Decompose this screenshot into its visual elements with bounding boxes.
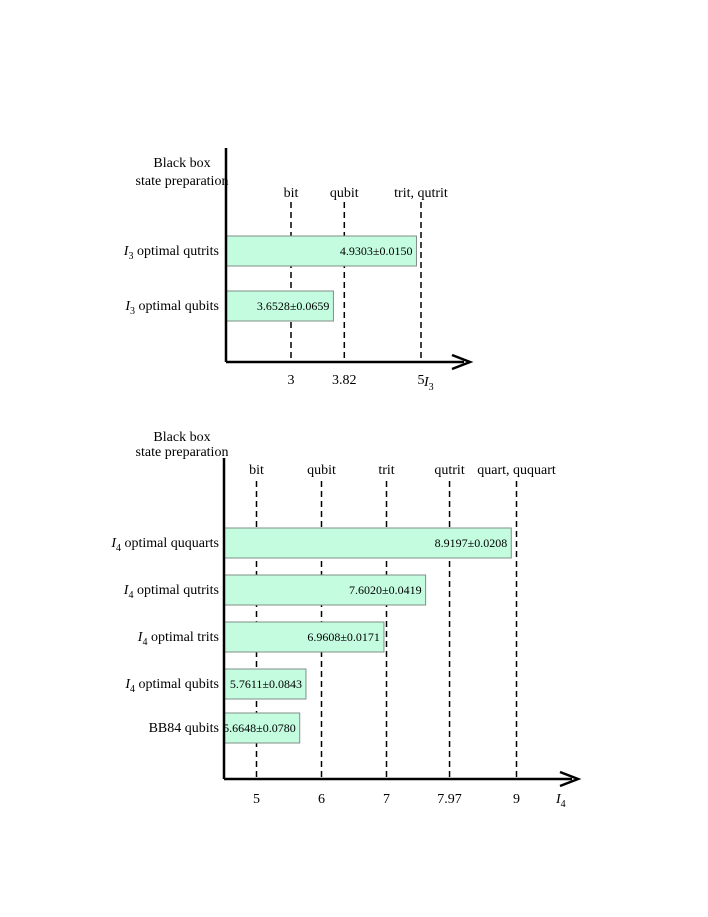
chart-i3-tick-label-1: 3.82 <box>332 373 357 388</box>
chart-i4-bar-label-1: $I_4$ optimal qutrits <box>123 583 219 601</box>
chart-i3-ticks <box>288 373 425 388</box>
chart-i4-axis-label: $I_4$ <box>556 792 566 810</box>
chart-i4-tick-label-3: 7.97 <box>437 792 462 807</box>
chart-i3-refline-label-1: qubit <box>329 186 359 201</box>
chart-i3-title-line-2: state preparation <box>135 174 229 189</box>
chart-i4-refline-label-0: bit <box>249 463 264 478</box>
chart-i3-tick-label-2: 5 <box>417 373 425 388</box>
chart-i3 <box>123 148 470 393</box>
chart-i3-bar-label-1: $I_3$ optimal qubits <box>125 299 219 317</box>
chart-i4-tick-label-2: 7 <box>383 792 390 807</box>
chart-i4-refline-label-1: qubit <box>307 463 336 478</box>
chart-i4-title-line-1: Black box <box>153 430 211 445</box>
chart-i3-bar-value-1: 3.6528±0.0659 <box>256 299 330 313</box>
chart-i4 <box>110 430 578 810</box>
chart-i4-bar-label-3: $I_4$ optimal qubits <box>125 677 219 695</box>
chart-i3-tick-label-0: 3 <box>287 373 295 388</box>
chart-i4-bar-value-4: 5.6648±0.0780 <box>223 721 296 735</box>
chart-i4-tick-label-4: 9 <box>513 792 520 807</box>
chart-i3-title-line-1: Black box <box>153 156 211 171</box>
chart-i4-bar-label-4: BB84 qubits <box>148 721 219 736</box>
chart-i4-bar-value-1: 7.6020±0.0419 <box>349 583 422 597</box>
chart-i3-refline-label-2: trit, qutrit <box>394 186 448 201</box>
chart-i3-bar-value-0: 4.9303±0.0150 <box>339 244 413 258</box>
chart-i4-refline-label-3: qutrit <box>434 463 465 478</box>
chart-i4-bars <box>110 528 511 743</box>
chart-i4-tick-label-1: 6 <box>318 792 325 807</box>
chart-i4-bar-label-2: $I_4$ optimal trits <box>137 630 219 648</box>
chart-i3-bars <box>123 236 417 321</box>
chart-i4-bar-label-0: $I_4$ optimal ququarts <box>111 536 219 554</box>
chart-i4-bar-value-3: 5.7611±0.0843 <box>229 677 302 691</box>
chart-i3-axis-label: $I_3$ <box>424 375 434 393</box>
chart-i3-reference-lines <box>284 186 448 362</box>
chart-i4-refline-label-2: trit <box>378 463 395 478</box>
chart-i4-title-line-2: state preparation <box>135 445 229 460</box>
chart-i4-ticks <box>253 792 520 807</box>
chart-i4-bar-value-2: 6.9608±0.0171 <box>307 630 380 644</box>
chart-i4-bar-value-0: 8.9197±0.0208 <box>434 536 508 550</box>
chart-i3-bar-label-0: $I_3$ optimal qutrits <box>123 244 219 262</box>
chart-i4-refline-label-4: quart, ququart <box>477 463 556 478</box>
chart-i3-refline-label-0: bit <box>283 186 299 201</box>
chart-i4-tick-label-0: 5 <box>253 792 260 807</box>
